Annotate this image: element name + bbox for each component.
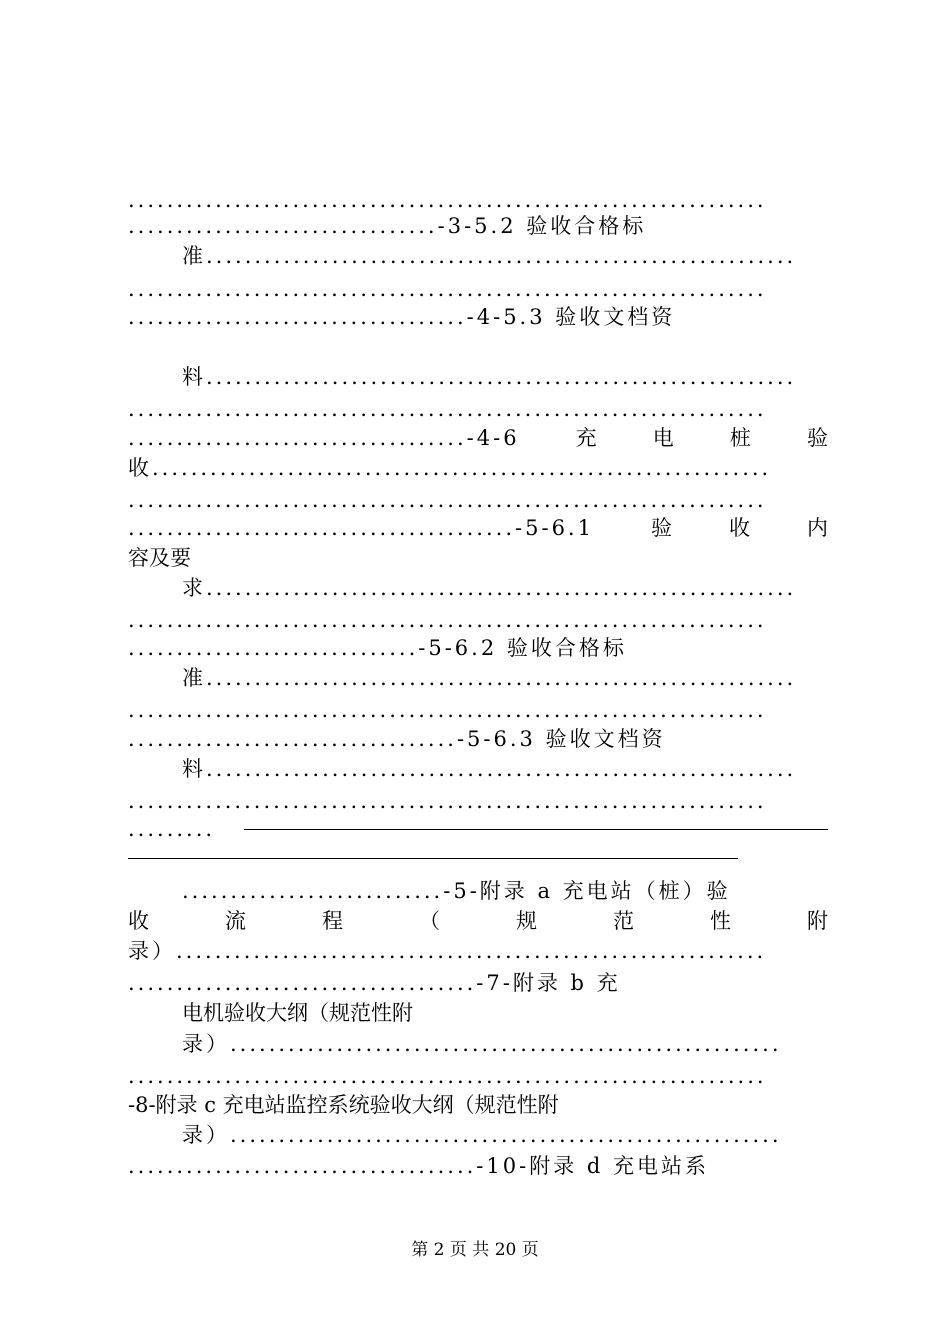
toc-line: .................................................................. [128, 789, 767, 813]
toc-word: 内 [806, 516, 828, 540]
toc-entry-6 [128, 423, 828, 453]
toc-word: 桩 [729, 426, 751, 450]
toc-line: .................................................................. [128, 488, 767, 512]
toc-entry-continuation: 录）......................................................... [182, 1123, 782, 1147]
page-number-footer: 第 2 页 共 20 页 [411, 1240, 539, 1260]
toc-word: 规 [516, 909, 537, 933]
toc-entry-5-2: ................................-3-5.2 验收合格标 [128, 214, 647, 238]
toc-entry-continuation: 录）......................................................... [182, 1032, 782, 1056]
toc-line: .................................................................. [128, 188, 767, 212]
toc-word: （ [419, 909, 440, 933]
toc-entry-5-3: ...................................-4-5.3 验收文档资 [128, 305, 676, 329]
toc-entry-continuation: 收................................................................ [128, 456, 772, 480]
toc-word: 程 [322, 909, 343, 933]
toc-entry-continuation: 准............................................................. [182, 244, 797, 268]
toc-word: 收 [128, 909, 149, 933]
toc-entry-continuation: 料............................................................. [182, 757, 797, 781]
toc-entry-appendix-a: ...........................-5-附录 a 充电站（桩）验 [182, 879, 731, 903]
toc-line: .................................................................. [128, 277, 767, 301]
toc-entry-6-3: ..................................-5-6.3 验收文档资 [128, 727, 666, 751]
toc-word: 验 [807, 426, 828, 450]
toc-line: ......... [128, 817, 216, 841]
toc-entry-continuation: 录）............................................................. [128, 939, 767, 963]
toc-entry-6-2: ..............................-5-6.2 验收合格标 [128, 636, 627, 660]
toc-word: 范 [613, 909, 634, 933]
toc-word: 电 [652, 426, 674, 450]
dash-rule [244, 829, 828, 830]
toc-entry-6-1 [128, 513, 828, 543]
toc-entry-continuation: 料............................................................. [182, 365, 797, 389]
toc-word: 验 [650, 516, 672, 540]
toc-entry-continuation: 求............................................................. [182, 576, 797, 600]
toc-entry-continuation: 准............................................................. [182, 666, 797, 690]
toc-text: ...................................-4-6 [128, 426, 520, 450]
toc-line: .................................................................. [128, 698, 767, 722]
toc-word: 流 [225, 909, 246, 933]
toc-word: 附 [807, 909, 828, 933]
toc-text: ........................................-5-6.1 [128, 516, 594, 540]
toc-word: 收 [728, 516, 750, 540]
toc-word: 充 [575, 426, 597, 450]
toc-entry-appendix-b: ....................................-7-附录 b 充 [128, 971, 621, 995]
toc-word: 性 [710, 909, 731, 933]
toc-entry-appendix-d: ....................................-10-附录 d 充电站系 [128, 1154, 710, 1178]
toc-line: .................................................................. [128, 397, 767, 421]
toc-entry-continuation: 容及要 [128, 546, 191, 570]
toc-line: .................................................................. [128, 608, 767, 632]
toc-entry-appendix-a-title [128, 906, 828, 936]
dash-rule [128, 858, 738, 859]
toc-entry-appendix-b-title: 电机验收大纲（规范性附 [182, 1001, 413, 1025]
toc-line: .................................................................. [128, 1064, 767, 1088]
toc-entry-appendix-c: -8-附录 c 充电站监控系统验收大纲（规范性附 [128, 1093, 559, 1117]
